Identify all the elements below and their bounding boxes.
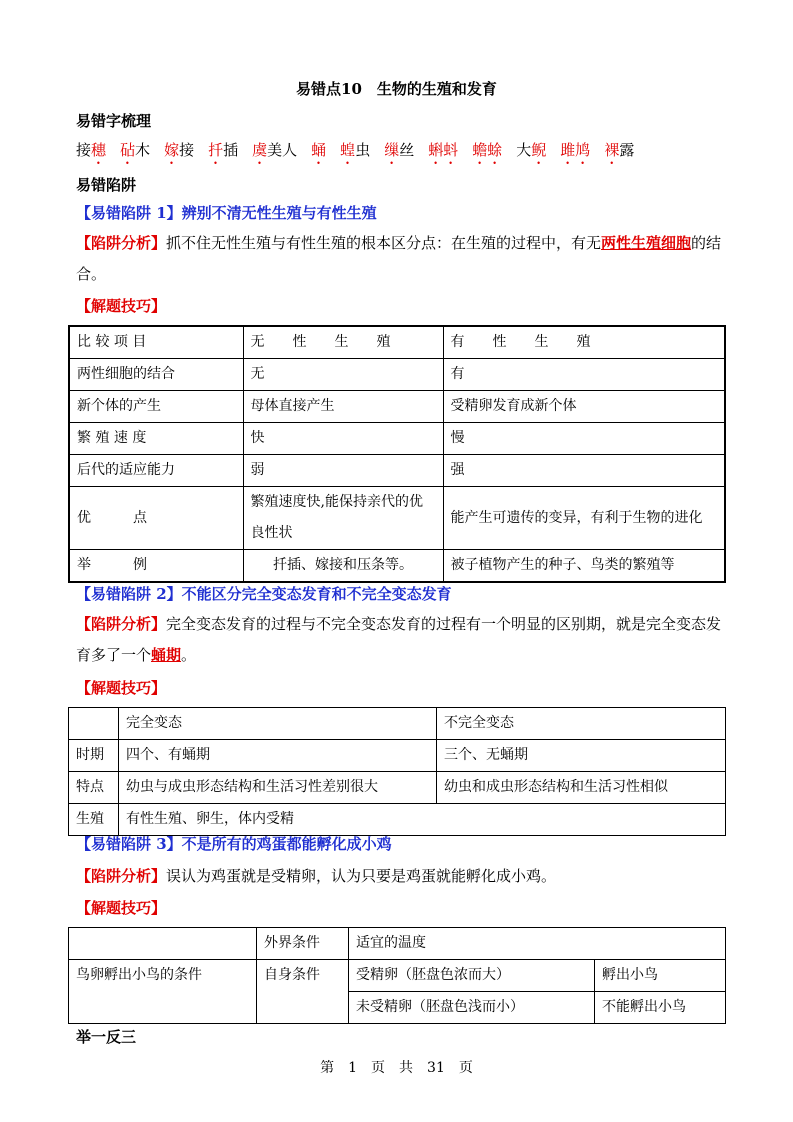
trap1-heading: 【易错陷阱 1】辨别不清无性生殖与有性生殖: [76, 204, 377, 222]
analysis-text: 误认为鸡蛋就是受精卵，认为只要是鸡蛋就能孵化成小鸡。: [166, 867, 557, 885]
table-cell: 鸟卵孵出小鸟的条件: [69, 960, 257, 1024]
word-highlight: 缫: [384, 141, 400, 159]
word-normal-suffix: 木: [135, 141, 151, 159]
table-cell: 新个体的产生: [69, 391, 243, 423]
table-cell: 三个、无蛹期: [437, 740, 726, 772]
typo-word: [208, 141, 238, 159]
table-cell: 无: [243, 359, 443, 391]
typo-word: [311, 141, 326, 159]
page-title: 易错点10 生物的生殖和发育: [296, 80, 497, 98]
table-cell: 两性细胞的结合: [69, 359, 243, 391]
table-cell: 孵出小鸟: [595, 960, 726, 992]
table-cell: 繁 殖 速 度: [69, 423, 243, 455]
table-cell: 生殖: [69, 804, 119, 836]
table-cell: 幼虫与成虫形态结构和生活习性差别很大: [119, 772, 437, 804]
typo-word: [164, 141, 194, 159]
table-cell: 幼虫和成虫形态结构和生活习性相似: [437, 772, 726, 804]
table-row: [69, 391, 725, 423]
table-cell: 有 性 生 殖: [443, 326, 725, 359]
page-footer: 第 1 页 共 31 页: [320, 1060, 473, 1076]
table-cell: 无 性 生 殖: [243, 326, 443, 359]
analysis-text: 抓不住无性生殖与有性生殖的根本区分点：在生殖的过程中，有无: [166, 234, 602, 252]
word-highlight: 裸: [604, 141, 620, 159]
table-cell: 未受精卵（胚盘色浅而小）: [349, 992, 595, 1024]
word-normal-prefix: 大: [516, 141, 532, 159]
typo-word: [472, 141, 502, 159]
table-row: [69, 455, 725, 487]
table-cell: 不能孵出小鸟: [595, 992, 726, 1024]
table-cell: 举 例: [69, 550, 243, 583]
table-cell: 适宜的温度: [349, 928, 726, 960]
table-cell: 被子植物产生的种子、鸟类的繁殖等: [443, 550, 725, 583]
trap3-hatching-table: [68, 927, 726, 1024]
analysis-key: 两性生殖细胞: [601, 234, 692, 252]
table-cell: [69, 928, 257, 960]
table-cell: 强: [443, 455, 725, 487]
table-row: [69, 423, 725, 455]
word-highlight: 雎鸠: [560, 141, 591, 159]
word-highlight: 蛹: [311, 141, 327, 159]
table-cell: 能产生可遗传的变异，有利于生物的进化: [443, 487, 725, 550]
table-cell: 特点: [69, 772, 119, 804]
typo-word: [340, 141, 370, 159]
typo-word: [252, 141, 297, 159]
typo-word: [560, 141, 590, 159]
trap3-heading: 【易错陷阱 3】不是所有的鸡蛋都能孵化成小鸡: [76, 835, 392, 853]
table-row: [69, 326, 725, 359]
table-cell: 快: [243, 423, 443, 455]
table-row: [69, 740, 726, 772]
word-normal-suffix: 虫: [355, 141, 371, 159]
table-cell: 扦插、嫁接和压条等。: [243, 550, 443, 583]
word-normal-suffix: 丝: [399, 141, 415, 159]
table-cell: 繁殖速度快,能保持亲代的优良性状: [243, 487, 443, 550]
trap2-heading: 【易错陷阱 2】不能区分完全变态发育和不完全变态发育: [76, 585, 452, 603]
word-normal-suffix: 露: [619, 141, 635, 159]
table-cell: 慢: [443, 423, 725, 455]
trap2-tips-label: 【解题技巧】: [76, 679, 167, 697]
analysis-key: 蛹期: [151, 646, 182, 664]
table-row: [69, 359, 725, 391]
typo-word: [120, 141, 150, 159]
word-highlight: 鲵: [531, 141, 547, 159]
table-cell: 不完全变态: [437, 708, 726, 740]
table-cell: 受精卵发育成新个体: [443, 391, 725, 423]
section-practice-heading: 举一反三: [76, 1028, 137, 1046]
trap1-tips-label: 【解题技巧】: [76, 297, 167, 315]
table-row: [69, 550, 725, 583]
section-traps-heading: 易错陷阱: [76, 176, 137, 194]
table-row: [69, 928, 726, 960]
analysis-label: 【陷阱分析】: [76, 615, 167, 633]
word-normal-prefix: 接: [76, 141, 92, 159]
analysis-label: 【陷阱分析】: [76, 234, 167, 252]
word-highlight: 嫁: [164, 141, 180, 159]
word-highlight: 砧: [120, 141, 136, 159]
word-highlight: 虞: [252, 141, 268, 159]
table-cell: 时期: [69, 740, 119, 772]
typo-word-list: [76, 139, 648, 168]
table-row: [69, 708, 726, 740]
section-typo-heading: 易错字梳理: [76, 112, 152, 130]
table-cell: 受精卵（胚盘色浓而大）: [349, 960, 595, 992]
trap3-tips-label: 【解题技巧】: [76, 899, 167, 917]
word-highlight: 蝌蚪: [428, 141, 459, 159]
table-row: [69, 487, 725, 550]
word-highlight: 扦: [208, 141, 224, 159]
analysis-end: 。: [181, 646, 197, 664]
analysis-end: 的结合。: [76, 234, 722, 283]
typo-word: [76, 141, 106, 159]
table-cell: 四个、有蛹期: [119, 740, 437, 772]
typo-word: [428, 141, 458, 159]
table-cell: 优 点: [69, 487, 243, 550]
analysis-text: 完全变态发育的过程与不完全变态发育的过程有一个明显的区别期，就是完全变态发育多了一个: [76, 615, 722, 664]
trap1-analysis: [76, 228, 726, 290]
typo-word: [516, 141, 546, 159]
trap1-comparison-table: [68, 325, 726, 583]
table-row: [69, 772, 726, 804]
table-cell: 有: [443, 359, 725, 391]
trap2-metamorphosis-table: [68, 707, 726, 836]
word-highlight: 穗: [91, 141, 107, 159]
table-cell: 弱: [243, 455, 443, 487]
table-cell: 外界条件: [257, 928, 349, 960]
analysis-label: 【陷阱分析】: [76, 867, 167, 885]
table-cell: 自身条件: [257, 960, 349, 1024]
table-cell: 比 较 项 目: [69, 326, 243, 359]
trap3-analysis: [76, 861, 726, 892]
word-normal-suffix: 接: [179, 141, 195, 159]
table-cell: 有性生殖、卵生，体内受精: [119, 804, 726, 836]
table-cell: 后代的适应能力: [69, 455, 243, 487]
word-highlight: 蟾蜍: [472, 141, 503, 159]
typo-word: [604, 141, 634, 159]
typo-word: [384, 141, 414, 159]
table-cell: 完全变态: [119, 708, 437, 740]
table-cell: [69, 708, 119, 740]
word-normal-suffix: 美人: [267, 141, 298, 159]
table-cell: 母体直接产生: [243, 391, 443, 423]
word-normal-suffix: 插: [223, 141, 239, 159]
table-row: [69, 960, 726, 992]
trap2-analysis: [76, 609, 726, 671]
table-row: [69, 804, 726, 836]
word-highlight: 蝗: [340, 141, 356, 159]
